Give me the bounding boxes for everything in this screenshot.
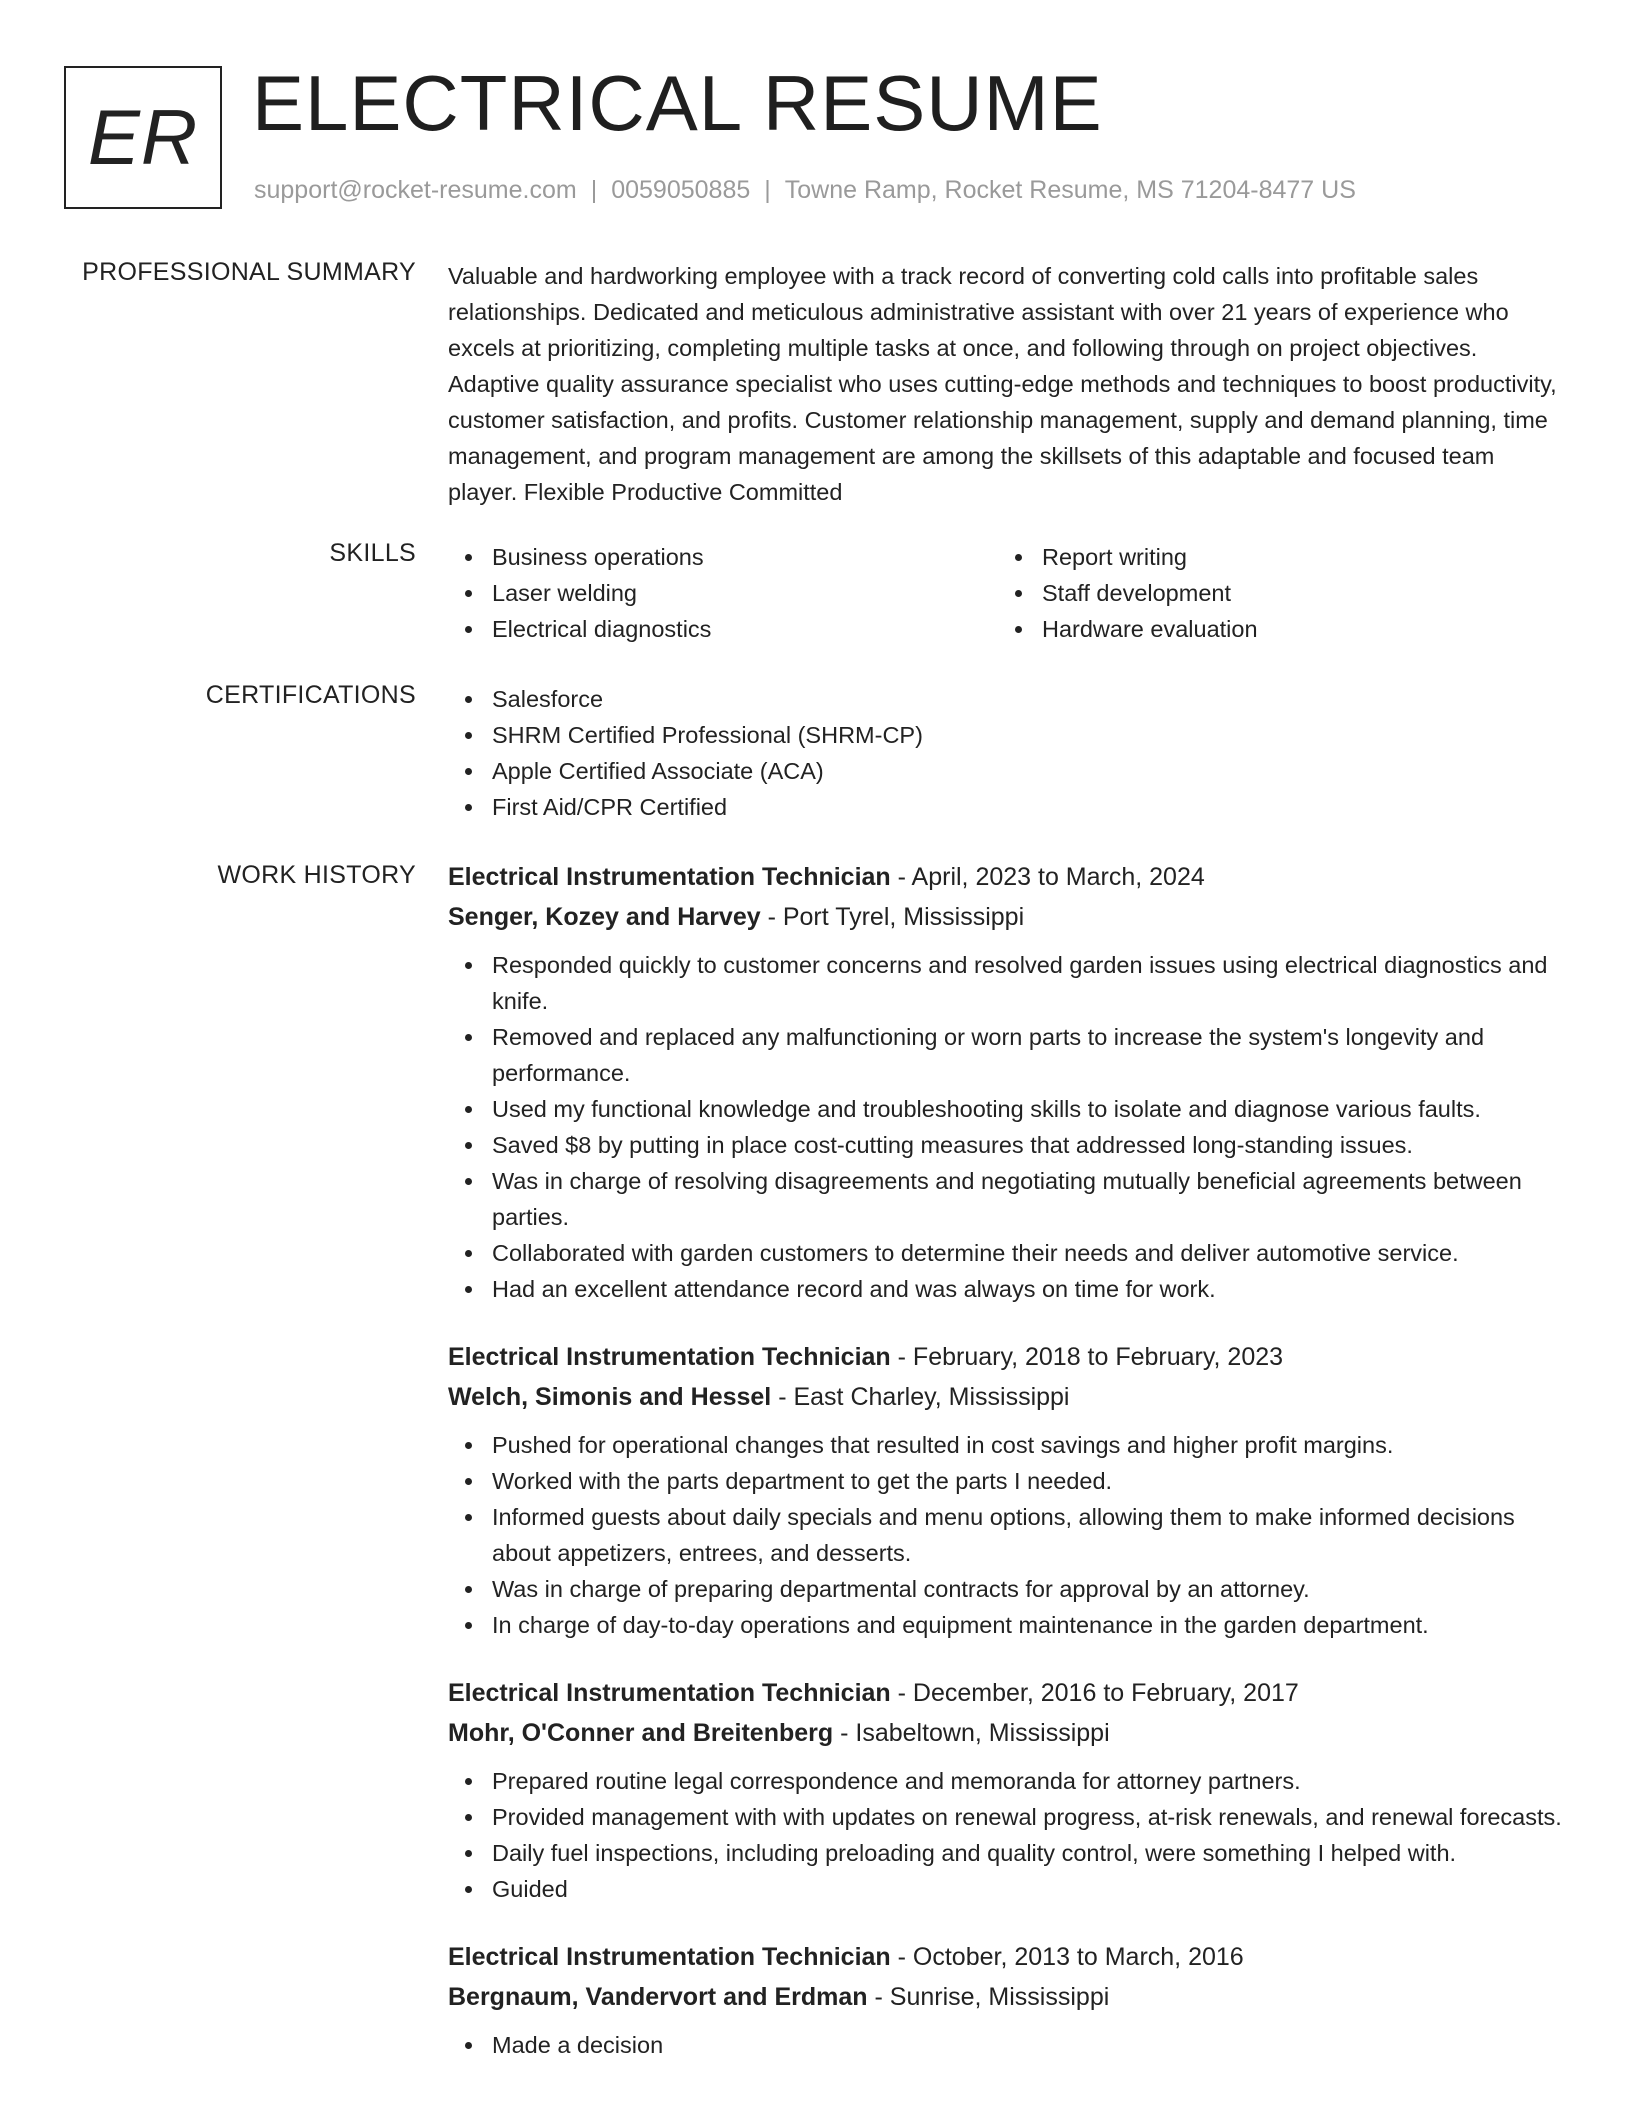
job-bullet: In charge of day-to-day operations and equipment maintenance in the garden department. <box>448 1607 1566 1643</box>
job-title-line <box>448 857 1566 897</box>
job-bullet: Daily fuel inspections, including preloading and quality control, were something I helped with. <box>448 1835 1566 1871</box>
job-company-line <box>448 897 1566 937</box>
job-company: Senger, Kozey and Harvey <box>448 903 761 931</box>
job-dates: - April, 2023 to March, 2024 <box>890 863 1205 891</box>
certification-item: SHRM Certified Professional (SHRM-CP) <box>448 717 1566 753</box>
job-title: Electrical Instrumentation Technician <box>448 1343 891 1371</box>
skill-item: Laser welding <box>448 575 998 611</box>
skill-item: Business operations <box>448 539 998 575</box>
contact-address: Towne Ramp, Rocket Resume, MS 71204-8477 US <box>784 176 1356 204</box>
job-bullets <box>448 1427 1566 1643</box>
skill-item: Report writing <box>998 539 1548 575</box>
job-bullet: Collaborated with garden customers to determine their needs and deliver automotive service. <box>448 1235 1566 1271</box>
job-bullet: Saved $8 by putting in place cost-cutting measures that addressed long-standing issues. <box>448 1127 1566 1163</box>
job-location: - Sunrise, Mississippi <box>867 1983 1110 2011</box>
job-bullet: Was in charge of resolving disagreements and negotiating mutually beneficial agreements between parties. <box>448 1163 1566 1235</box>
job-dates: - February, 2018 to February, 2023 <box>890 1343 1284 1371</box>
job-bullets <box>448 2027 1566 2063</box>
job-bullet: Made a decision <box>448 2027 1566 2063</box>
job-company: Bergnaum, Vandervort and Erdman <box>448 1983 868 2011</box>
job-title: Electrical Instrumentation Technician <box>448 1943 891 1971</box>
job-entry <box>448 1673 1566 1907</box>
certification-item: Apple Certified Associate (ACA) <box>448 753 1566 789</box>
contact-line <box>254 176 1356 205</box>
certification-item: Salesforce <box>448 681 1566 717</box>
skills-body <box>448 539 1566 647</box>
job-location: - Isabeltown, Mississippi <box>833 1719 1110 1747</box>
job-company: Mohr, O'Conner and Breitenberg <box>448 1719 834 1747</box>
job-bullet: Guided <box>448 1871 1566 1907</box>
job-entry <box>448 1337 1566 1643</box>
contact-phone[interactable]: 0059050885 <box>611 176 751 204</box>
job-bullet: Removed and replaced any malfunctioning or worn parts to increase the system's longevity and performance. <box>448 1019 1566 1091</box>
certifications-list <box>448 681 1566 825</box>
monogram-logo: ER <box>64 66 222 209</box>
contact-email[interactable]: support@rocket-resume.com <box>254 176 577 204</box>
job-bullet: Responded quickly to customer concerns and resolved garden issues using electrical diagnostics and knife. <box>448 947 1566 1019</box>
skills-grid <box>448 539 1566 647</box>
skill-item: Electrical diagnostics <box>448 611 998 647</box>
contact-separator: | <box>590 176 598 204</box>
certification-item: First Aid/CPR Certified <box>448 789 1566 825</box>
contact-separator: | <box>764 176 771 204</box>
job-entry <box>448 1937 1566 2063</box>
summary-text: Valuable and hardworking employee with a track record of converting cold calls into profitable sales relationships. Dedicated and meticulous administrative assistant with over 21 years of experience who excels at prioritizing, completing multiple tasks at once, and following through on project objectives. Adaptive quality assurance specialist who uses cutting-edge methods and techniques to boost productivity, customer satisfaction, and profits. Customer relationship management, supply and demand planning, time management, and program management are among the skillsets of this adaptable and focused team player. Flexible Productive Committed <box>448 263 1557 505</box>
job-bullet: Had an excellent attendance record and was always on time for work. <box>448 1271 1566 1307</box>
job-entry <box>448 857 1566 1307</box>
job-company-line <box>448 1377 1566 1417</box>
skills-list-left <box>448 539 998 647</box>
job-title: Electrical Instrumentation Technician <box>448 1679 891 1707</box>
skill-item: Staff development <box>998 575 1548 611</box>
job-bullets <box>448 947 1566 1307</box>
job-bullet: Used my functional knowledge and troubleshooting skills to isolate and diagnose various faults. <box>448 1091 1566 1127</box>
certifications-body <box>448 681 1566 825</box>
section-label-certifications: CERTIFICATIONS <box>205 681 416 709</box>
job-title-line <box>448 1937 1566 1977</box>
job-bullet: Worked with the parts department to get the parts I needed. <box>448 1463 1566 1499</box>
job-bullet: Provided management with with updates on renewal progress, at-risk renewals, and renewal forecasts. <box>448 1799 1566 1835</box>
job-company-line <box>448 1977 1566 2017</box>
section-label-summary: PROFESSIONAL SUMMARY <box>82 258 416 286</box>
job-title: Electrical Instrumentation Technician <box>448 863 891 891</box>
skills-list-right <box>998 539 1548 647</box>
job-bullets <box>448 1763 1566 1907</box>
section-label-work-history: WORK HISTORY <box>217 861 416 889</box>
job-bullet: Pushed for operational changes that resulted in cost savings and higher profit margins. <box>448 1427 1566 1463</box>
job-title-line <box>448 1337 1566 1377</box>
job-dates: - October, 2013 to March, 2016 <box>890 1943 1244 1971</box>
job-bullet: Prepared routine legal correspondence and memoranda for attorney partners. <box>448 1763 1566 1799</box>
job-bullet: Informed guests about daily specials and menu options, allowing them to make informed decisions about appetizers, entrees, and desserts. <box>448 1499 1566 1571</box>
job-bullet: Was in charge of preparing departmental contracts for approval by an attorney. <box>448 1571 1566 1607</box>
resume-title: ELECTRICAL RESUME <box>252 59 1103 147</box>
job-company: Welch, Simonis and Hessel <box>448 1383 772 1411</box>
job-location: - Port Tyrel, Mississippi <box>760 903 1025 931</box>
section-label-skills: SKILLS <box>329 539 416 567</box>
job-dates: - December, 2016 to February, 2017 <box>890 1679 1299 1707</box>
job-company-line <box>448 1713 1566 1753</box>
job-title-line <box>448 1673 1566 1713</box>
job-location: - East Charley, Mississippi <box>771 1383 1070 1411</box>
skill-item: Hardware evaluation <box>998 611 1548 647</box>
work-history-body <box>448 857 1566 2093</box>
